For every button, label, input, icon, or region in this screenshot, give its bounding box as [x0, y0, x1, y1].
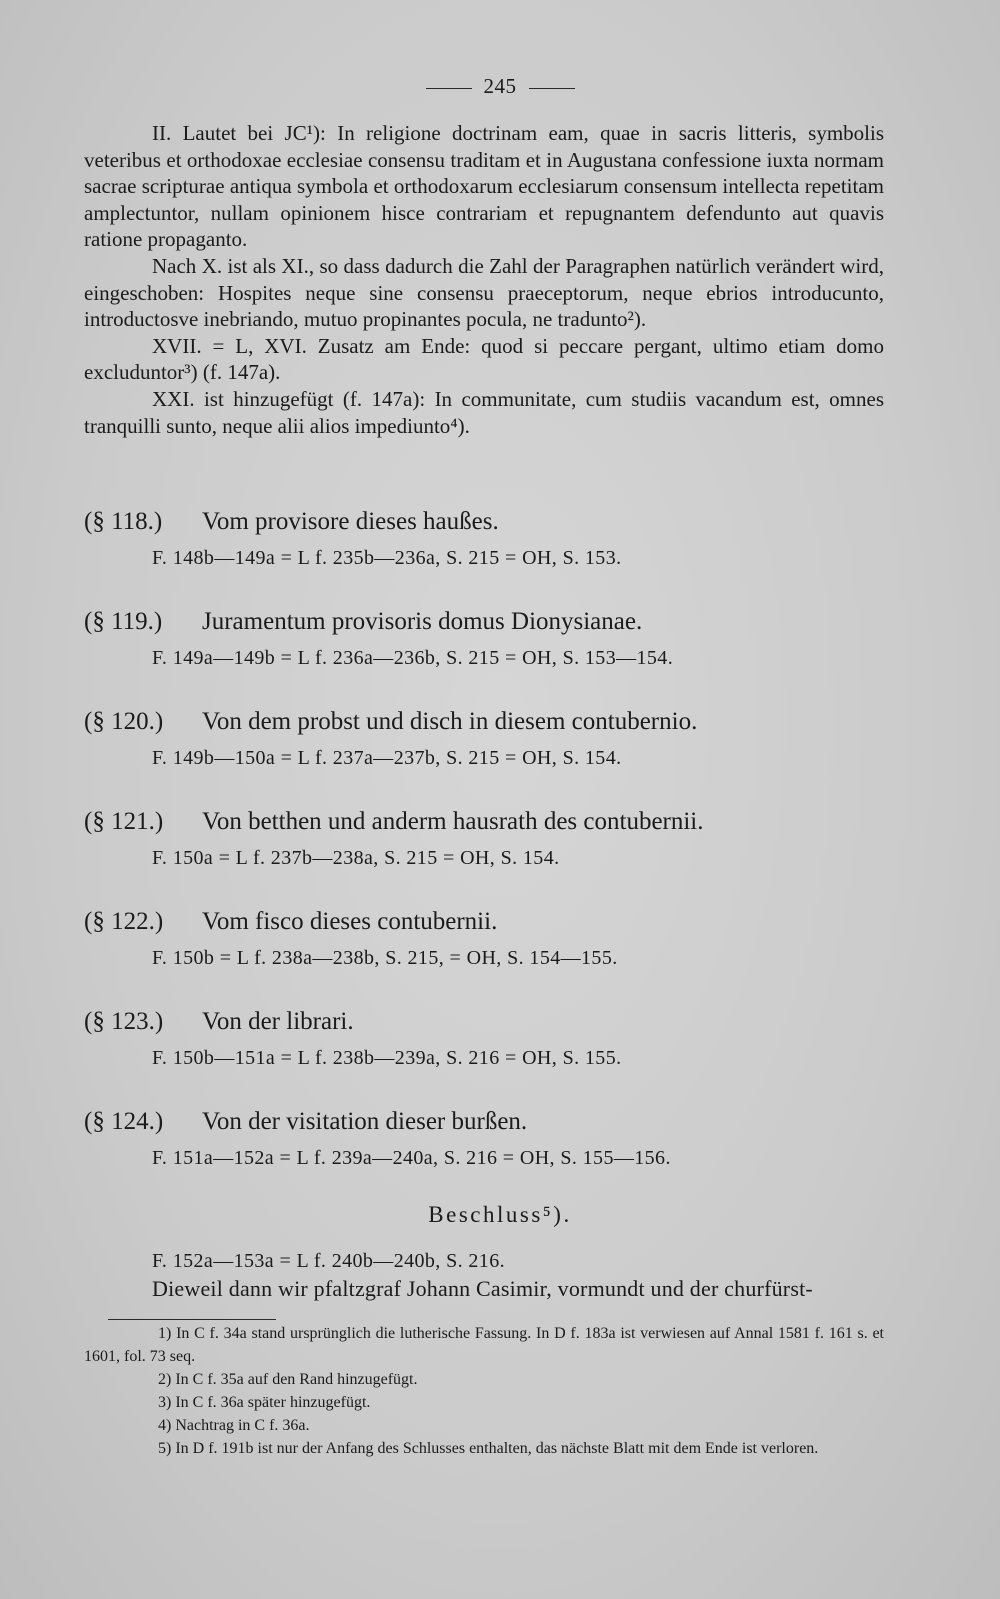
- section-number: (§ 118.): [84, 508, 163, 535]
- section-121: [84, 806, 904, 906]
- section-119: [84, 606, 904, 706]
- section-heading: [84, 606, 904, 638]
- section-title: Vom fisco dieses contubernii.: [202, 908, 498, 935]
- footnote-divider: [108, 1319, 276, 1320]
- section-title: Von der visitation dieser burßen.: [202, 1108, 528, 1135]
- section-heading: [84, 706, 904, 738]
- section-123: [84, 1006, 904, 1106]
- section-heading: [84, 906, 904, 938]
- section-title: Juramentum provisoris domus Dionysianae.: [202, 608, 643, 635]
- section-reference: F. 149b—150a = L f. 237a—237b, S. 215 = OH, S. 154.: [152, 747, 622, 769]
- footnote-5: 5) In D f. 191b ist nur der Anfang des Schlusses enthalten, das nächste Blatt mit dem Ende ist verloren.: [158, 1440, 819, 1457]
- paragraph-religion: II. Lautet bei JC¹): In religione doctrinam eam, quae in sacris litteris, symbolis veteribus et orthodoxae ecclesiae consensu traditam et in Augustana confessione iuxta normam sacrae scripturae antiqua symbola et orthodoxarum ecclesiarum consensum intellecta repetitam amplectuntor, nullam opinionem hisce contrariam et repugnantem defendunto aut quavis ratione propaganto.: [84, 121, 884, 252]
- footnote-2: 2) In C f. 35a auf den Rand hinzugefügt.: [158, 1371, 418, 1388]
- section-number: (§ 123.): [84, 1008, 164, 1035]
- section-118: [84, 506, 904, 606]
- footnote-3: 3) In C f. 36a später hinzugefügt.: [158, 1394, 371, 1411]
- main-text: [84, 120, 884, 439]
- beschluss-reference: F. 152a—153a = L f. 240b—240b, S. 216.: [152, 1250, 506, 1272]
- section-heading: [84, 506, 904, 538]
- footnote-4: 4) Nachtrag in C f. 36a.: [158, 1417, 310, 1434]
- page-number-header: [0, 74, 1000, 99]
- section-number: (§ 119.): [84, 608, 163, 635]
- paragraph-xxi: XXI. ist hinzugefügt (f. 147a): In communitate, cum studiis vacandum est, omnes tranquilli sunto, neque alii alios impediunto⁴).: [84, 386, 884, 438]
- beschluss-text: Dieweil dann wir pfaltzgraf Johann Casimir, vormundt und der churfürst-: [152, 1276, 813, 1301]
- section-title: Vom provisore dieses haußes.: [202, 508, 499, 535]
- paragraph-xvii: XVII. = L, XVI. Zusatz am Ende: quod si peccare pergant, ultimo etiam domo excluduntor³) (f. 147a).: [84, 333, 884, 385]
- section-reference: F. 150b = L f. 238a—238b, S. 215, = OH, S. 154—155.: [152, 947, 618, 969]
- section-number: (§ 121.): [84, 808, 164, 835]
- section-title: Von dem probst und disch in diesem contubernio.: [202, 708, 698, 735]
- section-heading: [84, 806, 904, 838]
- section-heading: [84, 1106, 904, 1138]
- footnote-1: 1) In C f. 34a stand ursprünglich die lutherische Fassung. In D f. 183a ist verwiesen auf Annal 1581 f. 161 s. et 1601, fol. 73 seq.: [84, 1325, 884, 1365]
- section-title: Von der librari.: [202, 1008, 354, 1035]
- section-number: (§ 120.): [84, 708, 164, 735]
- section-number: (§ 124.): [84, 1108, 164, 1135]
- section-122: [84, 906, 904, 1006]
- section-120: [84, 706, 904, 806]
- beschluss-heading: Beschluss⁵).: [428, 1202, 572, 1227]
- section-reference: F. 150b—151a = L f. 238b—239a, S. 216 = OH, S. 155.: [152, 1047, 622, 1069]
- section-list: [84, 506, 904, 1206]
- header-dash-right: [529, 88, 575, 89]
- header-dash-left: [426, 88, 472, 89]
- section-reference: F. 149a—149b = L f. 236a—236b, S. 215 = OH, S. 153—154.: [152, 647, 674, 669]
- section-reference: F. 150a = L f. 237b—238a, S. 215 = OH, S. 154.: [152, 847, 560, 869]
- section-reference: F. 151a—152a = L f. 239a—240a, S. 216 = OH, S. 155—156.: [152, 1147, 671, 1169]
- page-number: 245: [483, 74, 517, 98]
- section-number: (§ 122.): [84, 908, 164, 935]
- footnotes: [84, 1322, 884, 1460]
- section-reference: F. 148b—149a = L f. 235b—236a, S. 215 = OH, S. 153.: [152, 547, 622, 569]
- section-title: Von betthen und anderm hausrath des contubernii.: [202, 808, 704, 835]
- section-124: [84, 1106, 904, 1206]
- paragraph-hospites: Nach X. ist als XI., so dass dadurch die Zahl der Paragraphen natürlich verändert wird, eingeschoben: Hospites neque sine consensu praeceptorum, neque ebrios introducunto, introductosve inebriando, mutuo propinantes pocula, ne tradunto²).: [84, 253, 884, 332]
- section-heading: [84, 1006, 904, 1038]
